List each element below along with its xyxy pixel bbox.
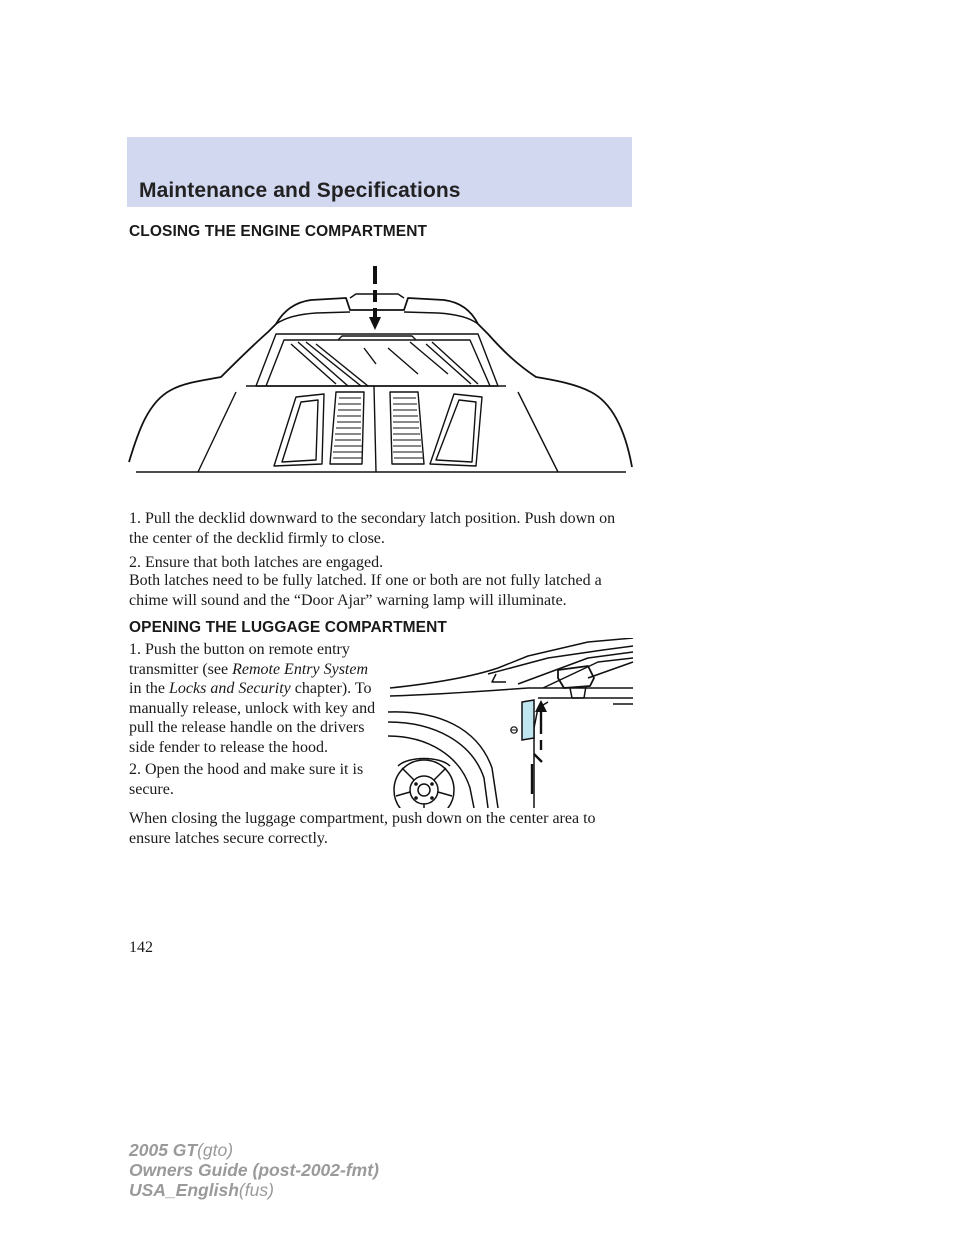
remote-entry-system-reference: Remote Entry System	[232, 660, 369, 678]
release-handle-illustration	[388, 638, 638, 808]
closing-step-2: 2. Ensure that both latches are engaged.	[129, 554, 384, 571]
opening-heading: OPENING THE LUGGAGE COMPARTMENT	[129, 619, 447, 636]
section-title: Maintenance and Specifications	[139, 179, 461, 202]
closing-heading: CLOSING THE ENGINE COMPARTMENT	[129, 223, 428, 240]
page-number: 142	[129, 939, 153, 956]
decklid-illustration	[126, 262, 636, 480]
closing-note: Both latches need to be fully latched. If one or both are not fully latched a chime will sound and the “Door Ajar” warning lamp will illuminate.	[129, 572, 602, 609]
callout-marker-1	[511, 727, 517, 733]
section-header-band	[127, 137, 632, 207]
document-footer: 2005 GT(gto) Owners Guide (post-2002-fmt) USA_English(fus)	[129, 1140, 379, 1200]
release-handle	[522, 700, 534, 740]
opening-note: When closing the luggage compartment, push down on the center area to ensure latches secure correctly.	[129, 810, 596, 847]
closing-step-1: 1. Pull the decklid downward to the secondary latch position. Push down on the center of the decklid firmly to close.	[129, 510, 616, 547]
opening-step-2: 2. Open the hood and make sure it is secure.	[129, 761, 364, 798]
locks-and-security-reference: Locks and Security	[169, 680, 291, 697]
opening-step-1: 1. Push the button on remote entry transmitter (see Remote Entry System in the Locks and Security chapter). To manually release, unlock with key and pull the release handle on the drivers side fender to release the hood.	[129, 641, 376, 756]
